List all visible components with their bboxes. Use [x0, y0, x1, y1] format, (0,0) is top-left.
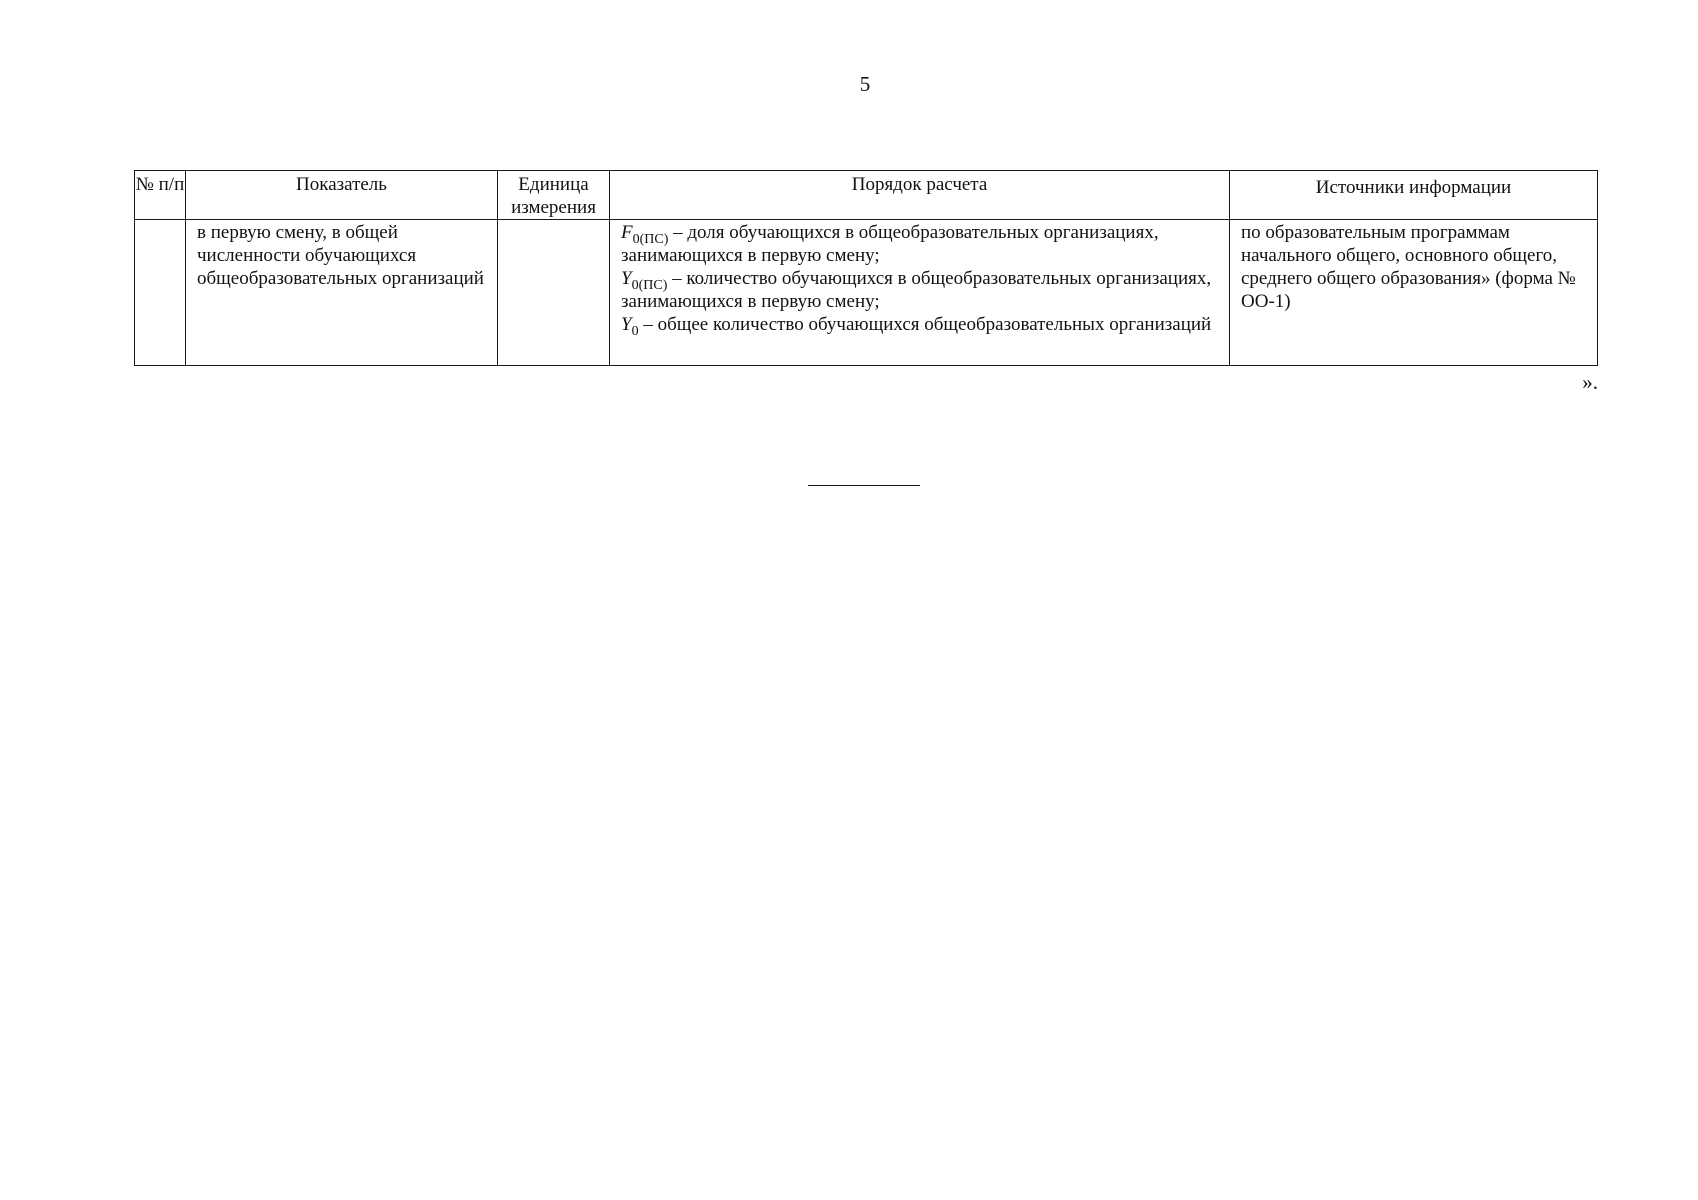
header-sources [1230, 171, 1598, 220]
cell-sources [1230, 220, 1598, 366]
header-unit [498, 171, 610, 220]
header-indicator-label: Показатель [296, 174, 387, 195]
indicator-table [134, 170, 1598, 366]
cell-unit [498, 220, 610, 366]
formula-subscript: 0 [631, 324, 639, 339]
formula-line-count-first-shift [621, 267, 1219, 313]
formula-symbol: Y [621, 314, 632, 335]
cell-indicator [186, 220, 498, 366]
cell-num-text [135, 220, 185, 221]
header-procedure [610, 171, 1230, 220]
cell-sources-text: по образовательным программам начального общего, основного общего, среднего общего образования» (форма № ОО-1) [1241, 222, 1576, 312]
formula-description: – доля обучающихся в общеобразовательных организациях, занимающихся в первую смену; [621, 222, 1159, 266]
header-num-label: № п/п [135, 174, 185, 195]
table-row [135, 220, 1598, 366]
formula-line-total-count [621, 313, 1219, 339]
procedure-formula-list [610, 220, 1229, 339]
cell-num [135, 220, 186, 366]
formula-symbol: Y [621, 268, 632, 289]
cell-procedure [610, 220, 1230, 366]
formula-line-share-first-shift [621, 221, 1219, 267]
formula-subscript: 0(ПС) [632, 232, 669, 247]
formula-description: – общее количество обучающихся общеобразовательных организаций [638, 314, 1212, 335]
footer-rule [808, 485, 920, 486]
formula-description: – количество обучающихся в общеобразовательных организациях, занимающихся в первую смену; [621, 268, 1212, 312]
header-num [135, 171, 186, 220]
header-procedure-label: Порядок расчета [851, 174, 988, 195]
cell-unit-text [498, 220, 609, 221]
page-number: 5 [859, 72, 871, 96]
header-unit-label: Единица измерения [511, 174, 596, 218]
cell-indicator-text: в первую смену, в общей численности обучающихся общеобразовательных организаций [197, 222, 484, 289]
closing-quote: ». [1582, 370, 1598, 394]
formula-symbol: F [621, 222, 633, 243]
header-sources-label: Источники информации [1315, 177, 1512, 198]
table-header-row [135, 171, 1598, 220]
formula-subscript: 0(ПС) [631, 278, 668, 293]
header-indicator [186, 171, 498, 220]
